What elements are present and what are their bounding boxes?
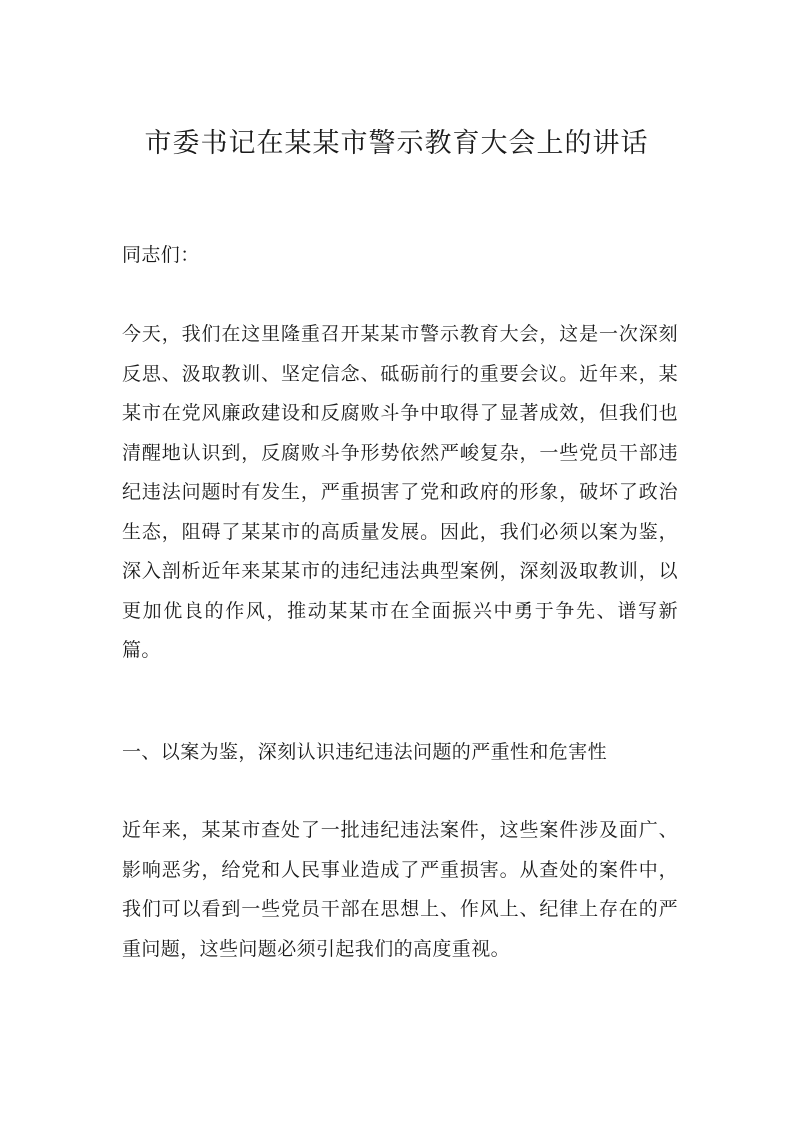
document-title: 市委书记在某某市警示教育大会上的讲话 (144, 128, 649, 159)
paragraph-intro: 今天，我们在这里隆重召开某某市警示教育大会，这是一次深刻反思、汲取教训、坚定信念、砥砺前行的重要会议。近年来，某某市在党风廉政建设和反腐败斗争中取得了显著成效，但我们也清醒地认识到，反腐败斗争形势依然严峻复杂，一些党员干部违纪违法问题时有发生，严重损害了党和政府的形象，破坏了政治生态，阻碍了某某市的高质量发展。因此，我们必须以案为鉴，深入剖析近年来某某市的违纪违法典型案例，深刻汲取教训，以更加优良的作风，推动某某市在全面振兴中勇于争先、谱写新篇。 (122, 323, 678, 661)
section-heading-1: 一、以案为鉴，深刻认识违纪违法问题的严重性和危害性 (122, 741, 608, 763)
greeting: 同志们： (122, 244, 200, 266)
paragraph-section-1: 近年来，某某市查处了一批违纪违法案件，这些案件涉及面广、影响恶劣，给党和人民事业造成了严重损害。从查处的案件中，我们可以看到一些党员干部在思想上、作风上、纪律上存在的严重问题，这些问题必须引起我们的高度重视。 (122, 819, 678, 960)
